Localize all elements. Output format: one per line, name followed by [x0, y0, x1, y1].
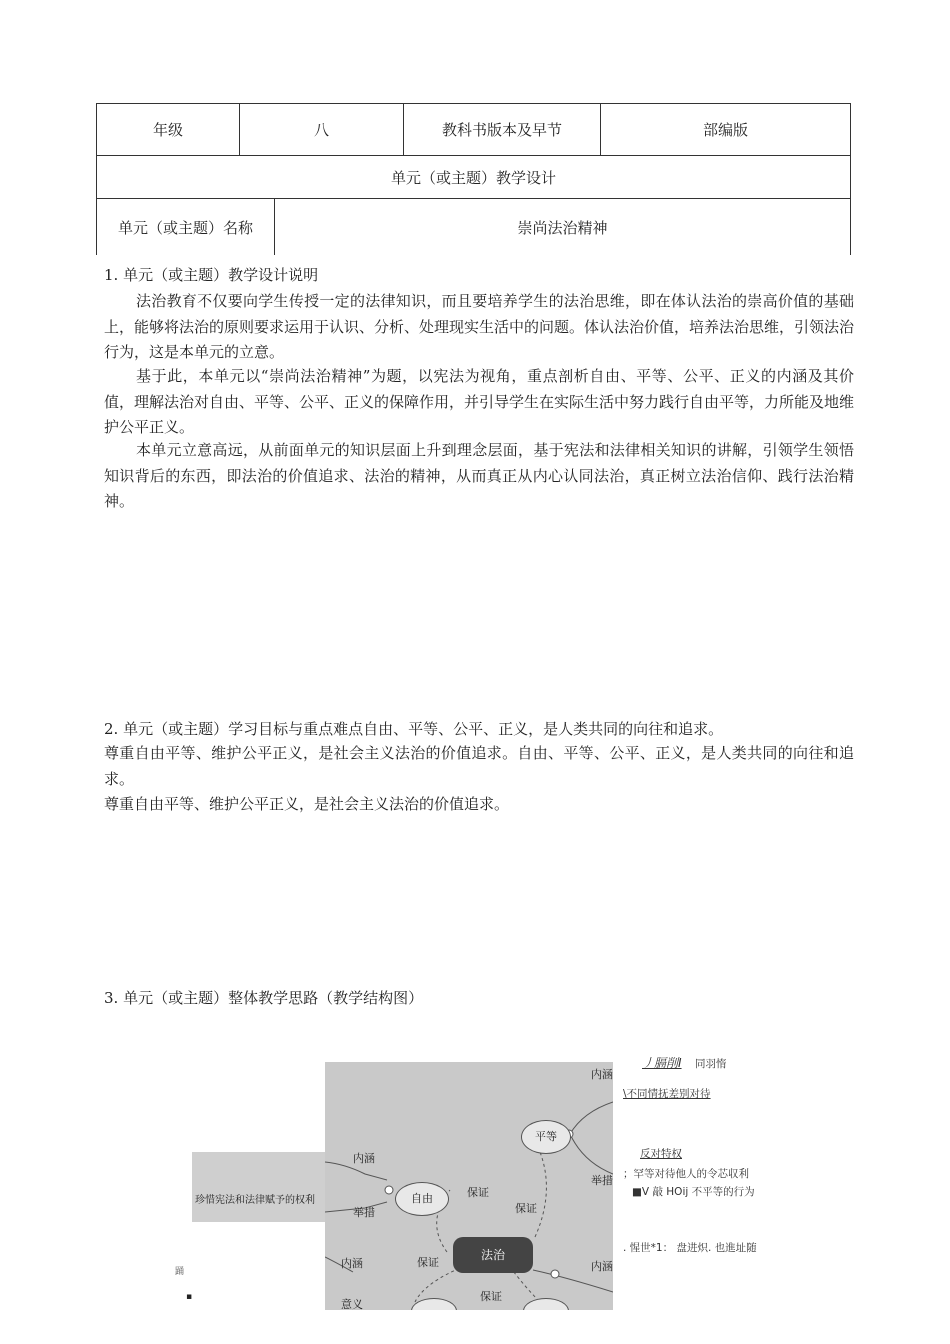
- section1-paragraph-2: 基于此，本单元以“崇尚法治精神”为题，以宪法为视角，重点剖析自由、平等、公平、正义的内涵及其价值，理解法治对自由、平等、公平、正义的保障作用，并引导学生在实际生活中努力践行自由平等，力所能及地维护公平正义。: [104, 367, 855, 436]
- baozheng-label-2: 保证: [515, 1202, 537, 1215]
- section2-line-1: 尊重自由平等、维护公平正义，是社会主义法治的价值追求。自由、平等、公平、正义，是人类共同的向往和追求。: [104, 744, 854, 788]
- edition-value: 部编版: [601, 104, 851, 156]
- neihan-lower-right-label: 内涵: [591, 1260, 613, 1273]
- freedom-node: 自由: [395, 1182, 449, 1216]
- note-7: . 惺世*1： 盘进炽. 也進址随: [623, 1242, 757, 1254]
- note-1: 丿膈削I: [642, 1056, 682, 1070]
- neihan-equality-label: 内涵: [591, 1068, 613, 1081]
- note-4: 反对特权: [640, 1148, 682, 1160]
- jucuo-freedom-label: 举措: [353, 1206, 375, 1219]
- section1-heading: 1. 单元（或主题）教学设计说明: [104, 266, 319, 284]
- unit-name-value: 崇尚法治精神: [275, 199, 851, 256]
- figure-left-panel: [192, 1152, 338, 1222]
- rule-of-law-node: 法治: [453, 1237, 533, 1273]
- grade-label: 年级: [97, 104, 240, 156]
- grade-value: 八: [240, 104, 404, 156]
- section3-heading: 3. 单元（或主题）整体教学思路（教学结构图）: [104, 989, 424, 1007]
- equality-node: 平等: [521, 1120, 571, 1154]
- section2-line-2: 尊重自由平等、维护公平正义，是社会主义法治的价值追求。: [104, 795, 510, 813]
- section1-paragraph-3: 本单元立意高远，从前面单元的知识层面上升到理念层面，基于宪法和法律相关知识的讲解，引领学生领悟知识背后的东西，即法治的价值追求、法治的精神，从而真正从内心认同法治，真正树立法治信仰、践行法治精神。: [104, 441, 854, 510]
- yiyi-label: 意义: [341, 1298, 363, 1310]
- side-mark: 踊: [175, 1267, 185, 1277]
- neihan-freedom-label: 内涵: [353, 1152, 375, 1165]
- neihan-lower-left-label: 内涵: [341, 1257, 363, 1270]
- section2-heading: 2. 单元（或主题）学习目标与重点难点自由、平等、公平、正义，是人类共同的向往和追求。: [104, 720, 724, 738]
- edition-label: 教科书版本及早节: [404, 104, 601, 156]
- header-table: [96, 103, 851, 199]
- note-6: ■V 敲 HOij 不平等的行为: [632, 1186, 755, 1198]
- connector-equality-neihan: [570, 1102, 613, 1134]
- bullet-mark: ▪: [186, 1292, 193, 1302]
- design-header: 单元（或主题）教学设计: [97, 156, 851, 199]
- unit-name-row: [96, 198, 851, 255]
- unit-name-label: 单元（或主题）名称: [97, 199, 275, 256]
- joint-freedom: [385, 1186, 393, 1194]
- note-3: \不同情抚差别对待: [623, 1088, 711, 1100]
- connector-equality-jucuo: [570, 1134, 613, 1174]
- baozheng-label-1: 保证: [467, 1186, 489, 1199]
- section1-paragraph-1: 法治教育不仅要向学生传授一定的法律知识，而且要培养学生的法治思维，即在体认法治的崇高价值的基础上，能够将法治的原则要求运用于认识、分析、处理现实生活中的问题。体认法治价值，培养法治思维，引领法治行为，这是本单元的立意。: [104, 292, 855, 361]
- baozheng-label-3: 保证: [417, 1256, 439, 1269]
- jucuo-equality-label: 举措: [591, 1174, 613, 1187]
- rights-label: 珍惜宪法和法律赋予的权利: [195, 1195, 315, 1206]
- note-5: ；罕等对待他人的令芯収利: [623, 1168, 749, 1180]
- connector-core-equality: [535, 1152, 546, 1237]
- note-2: 同羽惰: [695, 1058, 727, 1070]
- baozheng-label-4: 保证: [480, 1290, 502, 1303]
- structure-diagram: [325, 1062, 613, 1310]
- joint-right: [551, 1270, 559, 1278]
